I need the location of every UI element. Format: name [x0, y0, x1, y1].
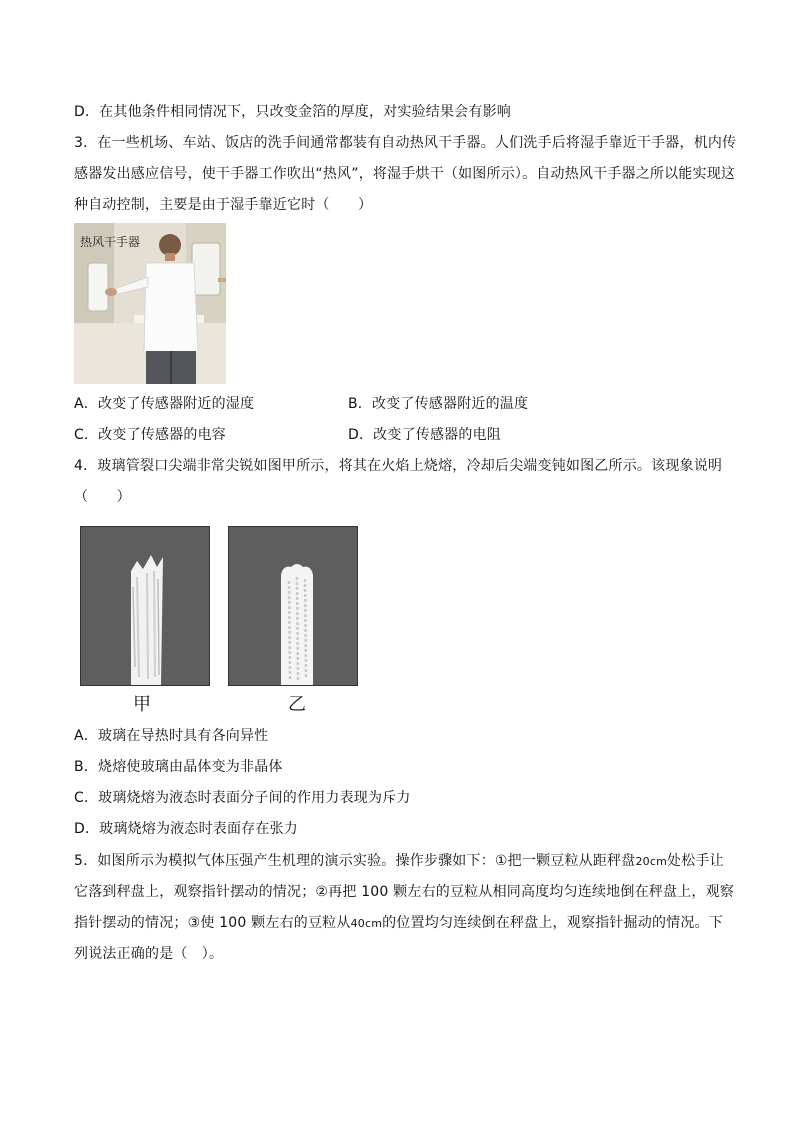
figure-jia-sharp-tube [80, 526, 210, 686]
q3-option-d: D．改变了传感器的电阻 [348, 427, 501, 443]
q2-option-d: D．在其他条件相同情况下，只改变金箔的厚度，对实验结果会有影响 [74, 104, 511, 120]
q4-option-b: B．烧熔使玻璃由晶体变为非晶体 [74, 759, 283, 775]
q5-line1-text-a: 5．如图所示为模拟气体压强产生机理的演示实验。操作步骤如下：①把一颗豆粒从距秤盘 [74, 853, 636, 869]
q4-stem-line-2: （ ） [74, 489, 131, 505]
label-jia: 甲 [133, 694, 151, 715]
q4-option-d: D．玻璃烧熔为液态时表面存在张力 [74, 821, 298, 837]
q5-line3-text-b: 的位置均匀连续倒在秤盘上，观察指针掘动的情况。下 [382, 915, 723, 931]
q5-stem-line-2: 它落到秤盘上，观察指针摆动的情况；②再把 100 颗左右的豆粒从相同高度均匀连续地倒在秤盘上，观察 [74, 884, 734, 900]
q5-line3-text-a: 指针摆动的情况；③使 100 颗左右的豆粒从 [74, 915, 351, 931]
q3-option-b: B．改变了传感器附近的温度 [348, 396, 529, 412]
photo-caption: 热风干手器 [80, 235, 141, 249]
q3-option-c: C．改变了传感器的电容 [74, 427, 226, 443]
q5-stem-line-1 [74, 851, 724, 872]
q5-line1-text-b: 处松手让 [667, 853, 724, 869]
q3-stem-line-2: 感器发出感应信号，使干手器工作吹出“热风”，将湿手烘干（如图所示）。自动热风干手器之所以能实现这 [74, 166, 736, 182]
hand-dryer-photo [74, 223, 226, 384]
q4-stem-line-1: 4．玻璃管裂口尖端非常尖锐如图甲所示，将其在火焰上烧熔，冷却后尖端变钝如图乙所示。该现象说明 [74, 458, 723, 474]
figure-yi-blunt-tube [228, 526, 358, 686]
q5-distance-40cm: 40cm [350, 917, 383, 930]
q4-option-a: A．玻璃在导热时具有各向异性 [74, 728, 269, 744]
q3-option-a: A．改变了传感器附近的湿度 [74, 396, 255, 412]
blunt-glass-tube-illustration [229, 527, 357, 685]
q5-stem-line-3 [74, 913, 723, 934]
q5-distance-20cm: 20cm [635, 855, 668, 868]
q3-stem-line-1: 3．在一些机场、车站、饭店的洗手间通常都装有自动热风干手器。人们洗手后将湿手靠近干手器，机内传 [74, 135, 737, 151]
label-yi: 乙 [288, 694, 306, 715]
q4-option-c: C．玻璃烧熔为液态时表面分子间的作用力表现为斥力 [74, 790, 411, 806]
q3-stem-line-3: 种自动控制，主要是由于湿手靠近它时（ ） [74, 197, 373, 213]
q5-stem-line-4: 列说法正确的是（ ）。 [74, 946, 224, 962]
sharp-glass-tube-illustration [81, 527, 209, 685]
